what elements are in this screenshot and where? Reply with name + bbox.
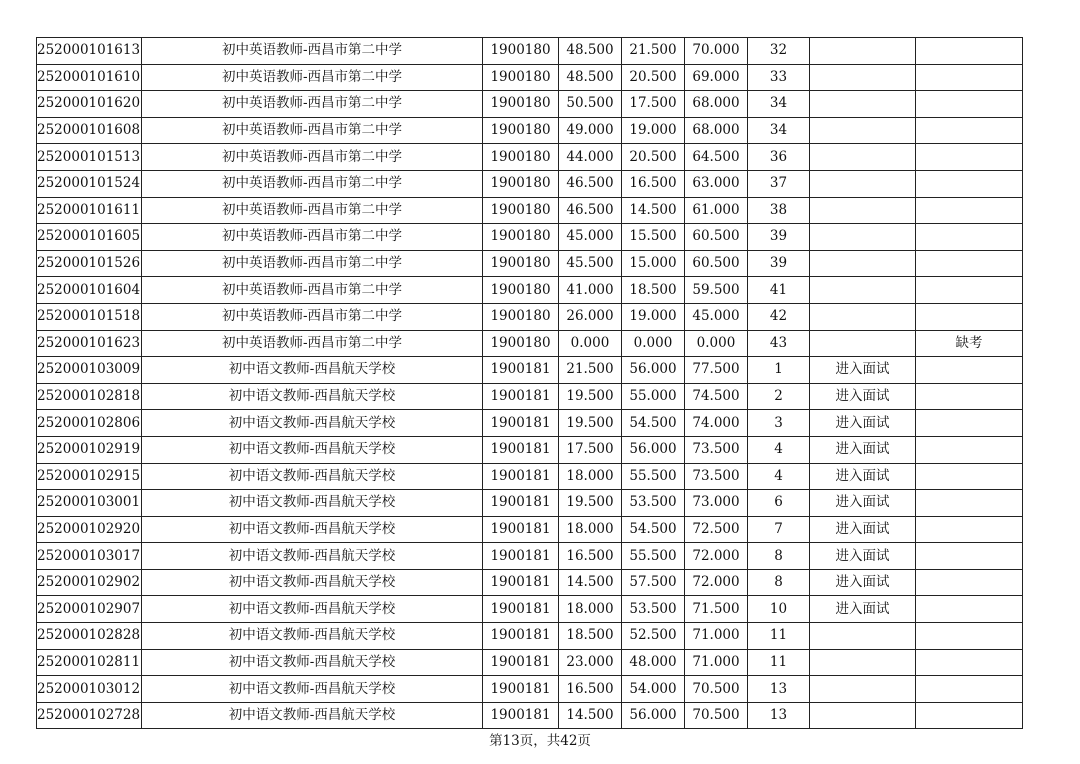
- table-row: [37, 64, 1023, 91]
- cell-score-b: 14.500: [622, 197, 685, 224]
- cell-position-code: 1900180: [483, 64, 559, 91]
- cell-rank: 34: [748, 117, 810, 144]
- cell-rank: 13: [748, 676, 810, 703]
- cell-position-code: 1900180: [483, 38, 559, 65]
- cell-score-a: 48.500: [559, 64, 622, 91]
- cell-total-score: 74.500: [685, 383, 748, 410]
- cell-score-a: 46.500: [559, 197, 622, 224]
- cell-remark: [916, 623, 1023, 650]
- cell-interview-status: [810, 224, 916, 251]
- cell-position-code: 1900181: [483, 490, 559, 517]
- cell-position-code: 1900180: [483, 144, 559, 171]
- cell-total-score: 74.000: [685, 410, 748, 437]
- cell-remark: [916, 91, 1023, 118]
- cell-total-score: 68.000: [685, 117, 748, 144]
- cell-exam-number: 252000103001: [37, 490, 142, 517]
- cell-score-a: 50.500: [559, 91, 622, 118]
- cell-rank: 36: [748, 144, 810, 171]
- cell-position: 初中语文教师-西昌航天学校: [142, 357, 483, 384]
- cell-rank: 11: [748, 649, 810, 676]
- cell-score-b: 54.500: [622, 410, 685, 437]
- cell-total-score: 61.000: [685, 197, 748, 224]
- cell-interview-status: [810, 197, 916, 224]
- cell-score-b: 15.500: [622, 224, 685, 251]
- cell-remark: [916, 197, 1023, 224]
- cell-score-a: 0.000: [559, 330, 622, 357]
- cell-score-b: 56.000: [622, 702, 685, 729]
- cell-total-score: 63.000: [685, 170, 748, 197]
- cell-position-code: 1900181: [483, 436, 559, 463]
- cell-position: 初中英语教师-西昌市第二中学: [142, 38, 483, 65]
- cell-remark: [916, 649, 1023, 676]
- cell-score-b: 19.000: [622, 303, 685, 330]
- cell-total-score: 69.000: [685, 64, 748, 91]
- cell-score-a: 21.500: [559, 357, 622, 384]
- cell-position: 初中语文教师-西昌航天学校: [142, 436, 483, 463]
- cell-remark: [916, 383, 1023, 410]
- cell-interview-status: 进入面试: [810, 516, 916, 543]
- cell-remark: [916, 250, 1023, 277]
- cell-total-score: 72.000: [685, 543, 748, 570]
- cell-position-code: 1900181: [483, 702, 559, 729]
- cell-position: 初中语文教师-西昌航天学校: [142, 649, 483, 676]
- cell-position-code: 1900181: [483, 463, 559, 490]
- cell-interview-status: [810, 117, 916, 144]
- table-row: [37, 490, 1023, 517]
- cell-position-code: 1900181: [483, 676, 559, 703]
- cell-exam-number: 252000102728: [37, 702, 142, 729]
- cell-score-b: 56.000: [622, 436, 685, 463]
- cell-interview-status: [810, 303, 916, 330]
- cell-score-b: 55.500: [622, 543, 685, 570]
- cell-interview-status: [810, 144, 916, 171]
- score-table: [36, 37, 1023, 729]
- cell-score-a: 19.500: [559, 383, 622, 410]
- table-row: [37, 383, 1023, 410]
- cell-remark: [916, 64, 1023, 91]
- cell-score-a: 23.000: [559, 649, 622, 676]
- table-row: [37, 330, 1023, 357]
- cell-total-score: 70.000: [685, 38, 748, 65]
- cell-interview-status: [810, 91, 916, 118]
- cell-score-b: 48.000: [622, 649, 685, 676]
- cell-score-b: 52.500: [622, 623, 685, 650]
- cell-remark: [916, 117, 1023, 144]
- cell-total-score: 77.500: [685, 357, 748, 384]
- cell-position-code: 1900180: [483, 170, 559, 197]
- cell-total-score: 0.000: [685, 330, 748, 357]
- cell-position-code: 1900180: [483, 277, 559, 304]
- cell-exam-number: 252000102915: [37, 463, 142, 490]
- table-row: [37, 649, 1023, 676]
- cell-remark: [916, 303, 1023, 330]
- table-row: [37, 117, 1023, 144]
- cell-interview-status: 进入面试: [810, 490, 916, 517]
- cell-rank: 39: [748, 224, 810, 251]
- cell-position: 初中英语教师-西昌市第二中学: [142, 330, 483, 357]
- cell-interview-status: 进入面试: [810, 410, 916, 437]
- cell-rank: 8: [748, 543, 810, 570]
- cell-remark: 缺考: [916, 330, 1023, 357]
- cell-score-b: 20.500: [622, 64, 685, 91]
- table-row: [37, 463, 1023, 490]
- cell-exam-number: 252000102919: [37, 436, 142, 463]
- cell-interview-status: [810, 64, 916, 91]
- cell-score-b: 55.000: [622, 383, 685, 410]
- cell-exam-number: 252000101620: [37, 91, 142, 118]
- cell-position: 初中英语教师-西昌市第二中学: [142, 250, 483, 277]
- cell-total-score: 64.500: [685, 144, 748, 171]
- cell-score-a: 49.000: [559, 117, 622, 144]
- cell-remark: [916, 410, 1023, 437]
- cell-rank: 13: [748, 702, 810, 729]
- cell-exam-number: 252000102902: [37, 569, 142, 596]
- cell-score-a: 18.500: [559, 623, 622, 650]
- cell-total-score: 45.000: [685, 303, 748, 330]
- cell-score-a: 18.000: [559, 463, 622, 490]
- cell-rank: 42: [748, 303, 810, 330]
- cell-score-a: 19.500: [559, 490, 622, 517]
- cell-total-score: 59.500: [685, 277, 748, 304]
- cell-position: 初中语文教师-西昌航天学校: [142, 623, 483, 650]
- cell-score-a: 26.000: [559, 303, 622, 330]
- table-row: [37, 543, 1023, 570]
- cell-rank: 7: [748, 516, 810, 543]
- cell-interview-status: [810, 623, 916, 650]
- cell-remark: [916, 490, 1023, 517]
- cell-remark: [916, 277, 1023, 304]
- cell-rank: 43: [748, 330, 810, 357]
- cell-position: 初中英语教师-西昌市第二中学: [142, 197, 483, 224]
- cell-position-code: 1900180: [483, 330, 559, 357]
- cell-position: 初中英语教师-西昌市第二中学: [142, 224, 483, 251]
- table-row: [37, 170, 1023, 197]
- cell-remark: [916, 676, 1023, 703]
- cell-exam-number: 252000101604: [37, 277, 142, 304]
- cell-score-b: 17.500: [622, 91, 685, 118]
- cell-total-score: 71.500: [685, 596, 748, 623]
- table-row: [37, 516, 1023, 543]
- page-footer: 第13页，共42页: [489, 733, 591, 749]
- table-row: [37, 436, 1023, 463]
- cell-exam-number: 252000102828: [37, 623, 142, 650]
- cell-position-code: 1900181: [483, 383, 559, 410]
- cell-position: 初中语文教师-西昌航天学校: [142, 516, 483, 543]
- cell-exam-number: 252000101518: [37, 303, 142, 330]
- cell-exam-number: 252000101611: [37, 197, 142, 224]
- cell-rank: 41: [748, 277, 810, 304]
- cell-position: 初中英语教师-西昌市第二中学: [142, 64, 483, 91]
- table-row: [37, 144, 1023, 171]
- table-row: [37, 702, 1023, 729]
- cell-position-code: 1900181: [483, 516, 559, 543]
- cell-total-score: 60.500: [685, 224, 748, 251]
- cell-position-code: 1900181: [483, 410, 559, 437]
- table-row: [37, 676, 1023, 703]
- cell-exam-number: 252000103012: [37, 676, 142, 703]
- table-row: [37, 277, 1023, 304]
- cell-total-score: 73.500: [685, 463, 748, 490]
- cell-position-code: 1900181: [483, 596, 559, 623]
- cell-interview-status: 进入面试: [810, 596, 916, 623]
- cell-total-score: 70.500: [685, 702, 748, 729]
- table-row: [37, 250, 1023, 277]
- cell-rank: 11: [748, 623, 810, 650]
- cell-position-code: 1900181: [483, 569, 559, 596]
- cell-rank: 33: [748, 64, 810, 91]
- table-row: [37, 410, 1023, 437]
- cell-score-a: 45.000: [559, 224, 622, 251]
- cell-total-score: 60.500: [685, 250, 748, 277]
- cell-remark: [916, 144, 1023, 171]
- table-row: [37, 596, 1023, 623]
- cell-score-a: 19.500: [559, 410, 622, 437]
- cell-position: 初中语文教师-西昌航天学校: [142, 543, 483, 570]
- table-row: [37, 38, 1023, 65]
- cell-position-code: 1900181: [483, 357, 559, 384]
- cell-position-code: 1900180: [483, 224, 559, 251]
- cell-remark: [916, 543, 1023, 570]
- cell-score-b: 16.500: [622, 170, 685, 197]
- cell-total-score: 73.500: [685, 436, 748, 463]
- cell-total-score: 72.500: [685, 516, 748, 543]
- cell-total-score: 72.000: [685, 569, 748, 596]
- cell-score-b: 54.000: [622, 676, 685, 703]
- cell-interview-status: 进入面试: [810, 383, 916, 410]
- table-row: [37, 623, 1023, 650]
- cell-interview-status: 进入面试: [810, 569, 916, 596]
- cell-total-score: 71.000: [685, 649, 748, 676]
- cell-rank: 34: [748, 91, 810, 118]
- cell-position-code: 1900181: [483, 543, 559, 570]
- cell-exam-number: 252000101605: [37, 224, 142, 251]
- cell-rank: 37: [748, 170, 810, 197]
- cell-score-a: 48.500: [559, 38, 622, 65]
- cell-remark: [916, 463, 1023, 490]
- cell-exam-number: 252000102907: [37, 596, 142, 623]
- cell-score-a: 16.500: [559, 676, 622, 703]
- cell-interview-status: [810, 170, 916, 197]
- cell-remark: [916, 702, 1023, 729]
- cell-interview-status: [810, 702, 916, 729]
- cell-rank: 2: [748, 383, 810, 410]
- table-row: [37, 357, 1023, 384]
- cell-score-b: 54.500: [622, 516, 685, 543]
- cell-score-b: 53.500: [622, 596, 685, 623]
- table-row: [37, 569, 1023, 596]
- cell-position-code: 1900180: [483, 117, 559, 144]
- cell-score-a: 18.000: [559, 516, 622, 543]
- cell-position: 初中语文教师-西昌航天学校: [142, 596, 483, 623]
- cell-score-b: 55.500: [622, 463, 685, 490]
- cell-exam-number: 252000102811: [37, 649, 142, 676]
- cell-remark: [916, 516, 1023, 543]
- cell-position: 初中英语教师-西昌市第二中学: [142, 91, 483, 118]
- cell-interview-status: 进入面试: [810, 357, 916, 384]
- cell-rank: 8: [748, 569, 810, 596]
- cell-score-b: 53.500: [622, 490, 685, 517]
- table-row: [37, 303, 1023, 330]
- cell-exam-number: 252000101513: [37, 144, 142, 171]
- cell-position-code: 1900180: [483, 197, 559, 224]
- cell-interview-status: [810, 330, 916, 357]
- cell-position: 初中英语教师-西昌市第二中学: [142, 117, 483, 144]
- cell-remark: [916, 224, 1023, 251]
- cell-remark: [916, 170, 1023, 197]
- cell-position: 初中英语教师-西昌市第二中学: [142, 144, 483, 171]
- cell-rank: 6: [748, 490, 810, 517]
- cell-interview-status: [810, 676, 916, 703]
- cell-score-a: 44.000: [559, 144, 622, 171]
- cell-interview-status: [810, 250, 916, 277]
- cell-exam-number: 252000101610: [37, 64, 142, 91]
- cell-remark: [916, 596, 1023, 623]
- cell-position-code: 1900180: [483, 91, 559, 118]
- cell-score-b: 21.500: [622, 38, 685, 65]
- cell-exam-number: 252000101623: [37, 330, 142, 357]
- cell-total-score: 71.000: [685, 623, 748, 650]
- cell-exam-number: 252000102806: [37, 410, 142, 437]
- cell-score-b: 0.000: [622, 330, 685, 357]
- cell-rank: 4: [748, 436, 810, 463]
- cell-score-b: 18.500: [622, 277, 685, 304]
- cell-interview-status: [810, 277, 916, 304]
- cell-remark: [916, 569, 1023, 596]
- cell-position-code: 1900181: [483, 649, 559, 676]
- cell-score-a: 45.500: [559, 250, 622, 277]
- cell-score-a: 46.500: [559, 170, 622, 197]
- cell-position-code: 1900180: [483, 250, 559, 277]
- score-table-body: [37, 38, 1023, 729]
- cell-rank: 32: [748, 38, 810, 65]
- cell-score-a: 18.000: [559, 596, 622, 623]
- cell-exam-number: 252000101613: [37, 38, 142, 65]
- cell-score-b: 20.500: [622, 144, 685, 171]
- cell-position: 初中语文教师-西昌航天学校: [142, 410, 483, 437]
- cell-total-score: 70.500: [685, 676, 748, 703]
- cell-score-b: 15.000: [622, 250, 685, 277]
- cell-position-code: 1900181: [483, 623, 559, 650]
- cell-exam-number: 252000103017: [37, 543, 142, 570]
- table-row: [37, 91, 1023, 118]
- cell-exam-number: 252000102920: [37, 516, 142, 543]
- cell-interview-status: [810, 649, 916, 676]
- cell-rank: 39: [748, 250, 810, 277]
- cell-score-b: 56.000: [622, 357, 685, 384]
- cell-exam-number: 252000101608: [37, 117, 142, 144]
- cell-exam-number: 252000101526: [37, 250, 142, 277]
- cell-score-b: 57.500: [622, 569, 685, 596]
- cell-rank: 3: [748, 410, 810, 437]
- table-row: [37, 197, 1023, 224]
- cell-score-a: 14.500: [559, 702, 622, 729]
- cell-exam-number: 252000103009: [37, 357, 142, 384]
- cell-total-score: 73.000: [685, 490, 748, 517]
- cell-rank: 1: [748, 357, 810, 384]
- cell-score-a: 14.500: [559, 569, 622, 596]
- cell-remark: [916, 357, 1023, 384]
- cell-score-b: 19.000: [622, 117, 685, 144]
- cell-remark: [916, 436, 1023, 463]
- cell-rank: 38: [748, 197, 810, 224]
- cell-interview-status: 进入面试: [810, 543, 916, 570]
- cell-position: 初中语文教师-西昌航天学校: [142, 702, 483, 729]
- cell-score-a: 41.000: [559, 277, 622, 304]
- cell-position: 初中英语教师-西昌市第二中学: [142, 170, 483, 197]
- cell-position-code: 1900180: [483, 303, 559, 330]
- cell-rank: 4: [748, 463, 810, 490]
- cell-total-score: 68.000: [685, 91, 748, 118]
- cell-position: 初中语文教师-西昌航天学校: [142, 676, 483, 703]
- cell-remark: [916, 38, 1023, 65]
- cell-interview-status: 进入面试: [810, 463, 916, 490]
- cell-exam-number: 252000101524: [37, 170, 142, 197]
- cell-score-a: 17.500: [559, 436, 622, 463]
- cell-score-a: 16.500: [559, 543, 622, 570]
- cell-position: 初中语文教师-西昌航天学校: [142, 383, 483, 410]
- table-row: [37, 224, 1023, 251]
- cell-interview-status: 进入面试: [810, 436, 916, 463]
- cell-position: 初中语文教师-西昌航天学校: [142, 463, 483, 490]
- cell-interview-status: [810, 38, 916, 65]
- cell-exam-number: 252000102818: [37, 383, 142, 410]
- cell-position: 初中英语教师-西昌市第二中学: [142, 277, 483, 304]
- cell-position: 初中语文教师-西昌航天学校: [142, 490, 483, 517]
- cell-rank: 10: [748, 596, 810, 623]
- cell-position: 初中语文教师-西昌航天学校: [142, 569, 483, 596]
- cell-position: 初中英语教师-西昌市第二中学: [142, 303, 483, 330]
